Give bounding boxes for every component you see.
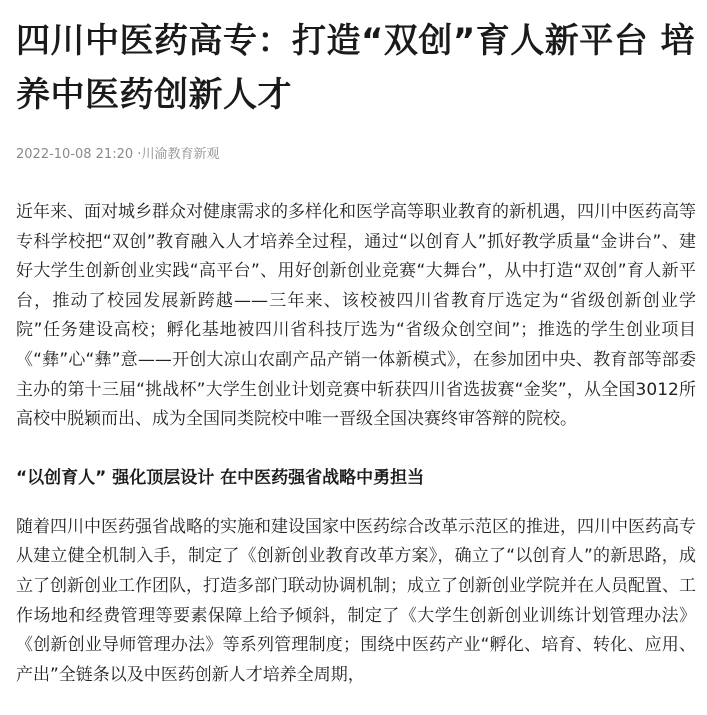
publish-date: 2022-10-08 21:20 bbox=[16, 147, 134, 162]
meta-separator: · bbox=[137, 147, 142, 162]
source-name[interactable]: 川渝教育新观 bbox=[141, 147, 220, 162]
article bbox=[16, 14, 696, 690]
section-heading: “以创育人” 强化顶层设计 在中医药强省战略中勇担当 bbox=[16, 467, 425, 488]
paragraph-intro: 近年来、面对城乡群众对健康需求的多样化和医学高等职业教育的新机遇，四川中医药高等专科学校把“双创”教育融入人才培养全过程，通过“以创育人”抓好教学质量“金讲台”、建好大学生创新创业实践“高平台”、用好创新创业竞赛“大舞台”，从中打造“双创”育人新平台，推动了校园发展新跨越——三年来、该校被四川省教育厅选定为“省级创新创业学院”任务建设高校；孵化基地被四川省科技厅选为“省级众创空间”；推选的学生创业项目《“彝”心“彝”意——开创大凉山农副产品产销一体新模式》，在参加团中央、教育部等部委主办的第十三届“挑战杯”大学生创业计划竞赛中斩获四川省选拔赛“金奖”，从全国3012所高校中脱颖而出、成为全国同类院校中唯一晋级全国决赛终审答辩的院校。 bbox=[16, 202, 696, 430]
article-meta bbox=[16, 146, 696, 164]
article-title: 四川中医药高专：打造“双创”育人新平台 培养中医药创新人才 bbox=[16, 21, 696, 115]
paragraph-section-1: 随着四川中医药强省战略的实施和建设国家中医药综合改革示范区的推进，四川中医药高专从建立健全机制入手，制定了《创新创业教育改革方案》，确立了“以创育人”的新思路，成立了创新创业工作团队，打造多部门联动协调机制；成立了创新创业学院并在人员配置、工作场地和经费管理等要素保障上给予倾斜，制定了《大学生创新创业训练计划管理办法》《创新创业导师管理办法》等系列管理制度；围绕中医药产业“孵化、培育、转化、应用、产出”全链条以及中医药创新人才培养全周期， bbox=[16, 516, 696, 685]
